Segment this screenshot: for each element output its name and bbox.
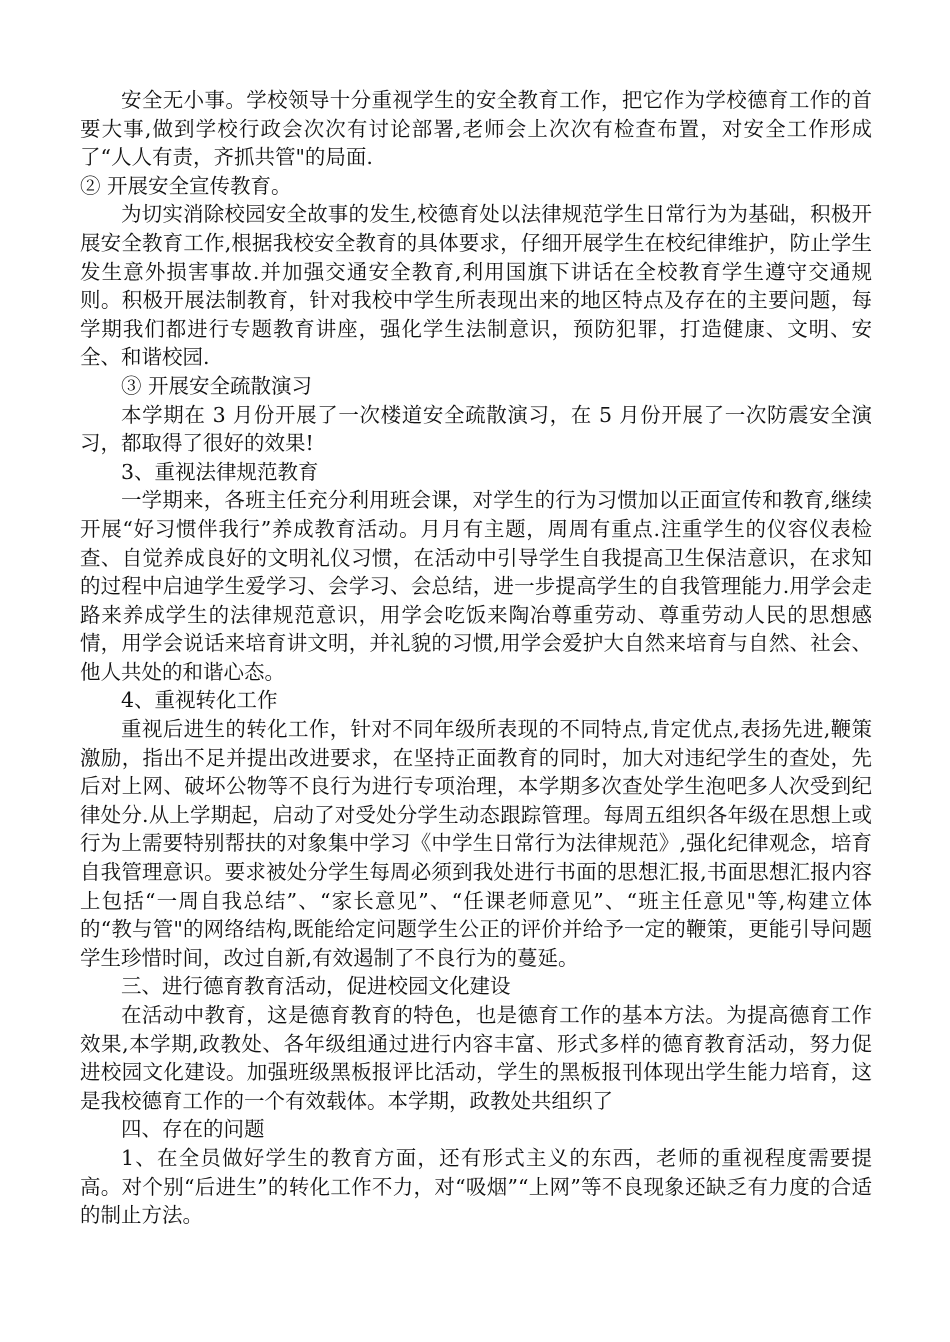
heading-safety-publicity: ② 开展安全宣传教育。 xyxy=(80,173,292,198)
heading-law-education: 3、重视法律规范教育 xyxy=(121,459,319,484)
paragraph-transformation-work: 重视后进生的转化工作，针对不同年级所表现的不同特点,肯定优点,表扬先进,鞭策激励，指出不足并提出改进要求，在坚持正面教育的同时，加大对违纪学生的查处，先后对上网、破坏公物等不良行为进行专项治理，本学期多次查处学生泡吧多人次受到纪律处分.从上学期起，启动了对受处分学生动态跟踪管理。每周五组织各年级在思想上或行为上需要特别帮扶的对象集中学习《中学生日常行为法律规范》,强化纪律观念，培育自我管理意识。要求被处分学生每周必须到我处进行书面的思想汇报,书面思想汇报内容上包括“一周自我总结”、“家长意见”、“任课老师意见”、“班主任意见"等,构建立体的“教与管"的网络结构,既能给定问题学生公正的评价并给予一定的鞭策，更能引导问题学生珍惜时间，改过自新,有效遏制了不良行为的蔓延。 xyxy=(80,717,872,970)
heading-evacuation-drill: ③ 开展安全疏散演习 xyxy=(121,373,313,398)
heading-transformation-work: 4、重视转化工作 xyxy=(121,688,278,713)
document-body xyxy=(80,86,872,1230)
paragraph-moral-activities: 在活动中教育，这是德育教育的特色，也是德育工作的基本方法。为提高德育工作效果,本学期,政教处、各年级组通过进行内容丰富、形式多样的德育教育活动，努力促进校园文化建设。加强班级黑板报评比活动，学生的黑板报刊体现出学生能力培育，这是我校德育工作的一个有效载体。本学期，政教处共组织了 xyxy=(80,1003,872,1113)
heading-moral-activities: 三、进行德育教育活动，促进校园文化建设 xyxy=(121,974,511,999)
paragraph-evacuation-drill: 本学期在 3 月份开展了一次楼道安全疏散演习，在 5 月份开展了一次防震安全演习，都取得了很好的效果! xyxy=(80,402,872,456)
paragraph-safety-priority: 安全无小事。学校领导十分重视学生的安全教育工作，把它作为学校德育工作的首要大事,做到学校行政会次次有讨论部署,老师会上次次有检查布置，对安全工作形成了“人人有责，齐抓共管"的局面. xyxy=(80,88,872,170)
paragraph-law-education: 一学期来，各班主任充分利用班会课，对学生的行为习惯加以正面宣传和教育,继续开展“好习惯伴我行”养成教育活动。月月有主题，周周有重点.注重学生的仪容仪表检查、自觉养成良好的文明礼仪习惯，在活动中引导学生自我提高卫生保洁意识，在求知的过程中启迪学生爱学习、会学习、会总结，进一步提高学生的自我管理能力.用学会走路来养成学生的法律规范意识，用学会吃饭来陶冶尊重劳动、尊重劳动人民的思想感情，用学会说话来培育讲文明，并礼貌的习惯,用学会爱护大自然来培育与自然、社会、他人共处的和谐心态。 xyxy=(80,488,872,684)
paragraph-existing-problems: 1、在全员做好学生的教育方面，还有形式主义的东西，老师的重视程度需要提高。对个别“后进生”的转化工作不力，对“吸烟”“上网”等不良现象还缺乏有力度的合适的制止方法。 xyxy=(80,1145,872,1228)
heading-existing-problems: 四、存在的问题 xyxy=(121,1117,265,1142)
paragraph-safety-publicity: 为切实消除校园安全故事的发生,校德育处以法律规范学生日常行为为基础，积极开展安全教育工作,根据我校安全教育的具体要求，仔细开展学生在校纪律维护，防止学生发生意外损害事故.并加强交通安全教育,利用国旗下讲话在全校教育学生遵守交通规则。积极开展法制教育，针对我校中学生所表现出来的地区特点及存在的主要问题，每学期我们都进行专题教育讲座，强化学生法制意识，预防犯罪，打造健康、文明、安全、和谐校园. xyxy=(80,202,872,370)
